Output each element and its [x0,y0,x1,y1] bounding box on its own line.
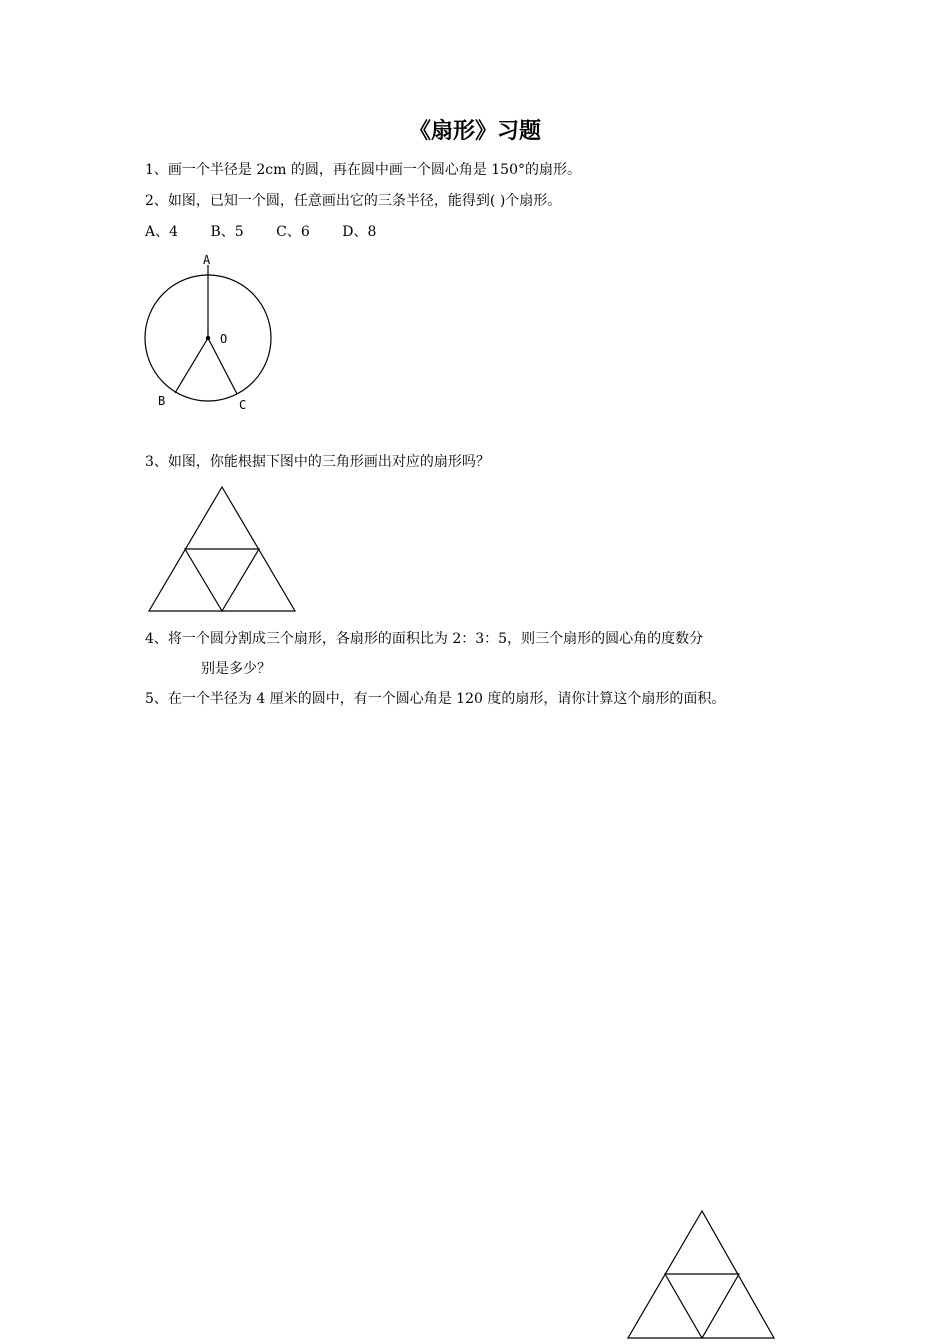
question-2-options [145,222,404,242]
triangle-figure [145,483,300,615]
label-a: A [203,253,211,267]
label-c: C [239,398,247,412]
question-4-line-1: 4、将一个圆分割成三个扇形，各扇形的面积比为 2：3：5，则三个扇形的圆心角的度数分 [145,631,704,647]
inner-triangle-bottom [665,1274,739,1338]
label-o: O [220,332,228,346]
option-d: D、8 [342,224,377,240]
question-5: 5、在一个半径为 4 厘米的圆中，有一个圆心角是 120 度的扇形，请你计算这个扇形的面积。 [145,691,726,707]
option-c: C、6 [276,224,310,240]
option-a: A、4 [145,224,179,240]
question-3: 3、如图，你能根据下图中的三角形画出对应的扇形吗？ [145,454,490,470]
triangle-figure-bottom [624,1208,779,1342]
option-b: B、5 [210,224,244,240]
question-2: 2、如图，已知一个圆，任意画出它的三条半径，能得到( )个扇形。 [145,193,562,209]
page-title: 《扇形》习题 [408,119,541,144]
label-b: B [158,394,166,408]
inner-triangle [185,549,259,611]
question-1: 1、画一个半径是 2cm 的圆，再在圆中画一个圆心角是 150°的扇形。 [145,162,582,178]
question-4-line-2: 别是多少？ [201,661,271,677]
circle-figure [140,250,280,415]
center-point [206,336,210,340]
radius-oc [208,338,237,394]
radius-ob [175,338,208,393]
